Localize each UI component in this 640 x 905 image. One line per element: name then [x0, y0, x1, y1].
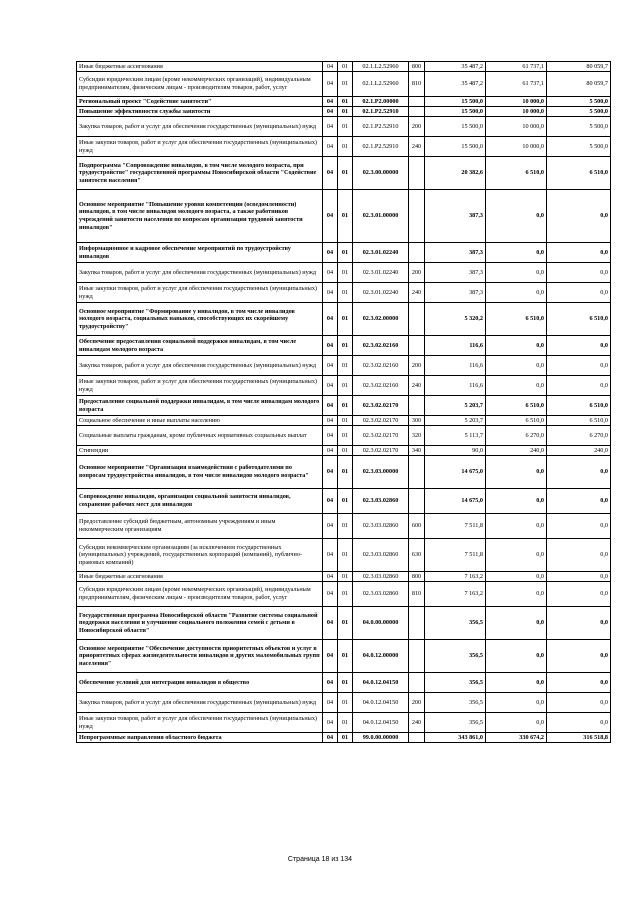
- row-expense-type-cell: 810: [409, 72, 425, 97]
- row-amount-year3-cell: 0,0: [547, 693, 611, 713]
- row-amount-year3-cell: 316 518,8: [547, 733, 611, 743]
- row-amount-year1-cell: 5 203,7: [425, 396, 486, 416]
- row-section-cell: 01: [338, 157, 353, 190]
- row-name-cell: Региональный проект "Содействие занятости": [77, 97, 323, 107]
- row-name-cell: Субсидии юридическим лицам (кроме некоммерческих организаций), индивидуальным предпринимателям, физическим лицам - производителям товаров, работ, услуг: [77, 72, 323, 97]
- row-amount-year1-cell: 5 113,7: [425, 426, 486, 446]
- row-name-cell: Субсидии юридическим лицам (кроме некоммерческих организаций), индивидуальным предпринимателям, физическим лицам - производителям товаров, работ, услуг: [77, 582, 323, 607]
- table-row: [77, 489, 611, 514]
- row-target-article-cell: 02.3.02.02170: [353, 396, 409, 416]
- row-ved-cell: 04: [323, 446, 338, 456]
- row-section-cell: 01: [338, 572, 353, 582]
- row-amount-year3-cell: 0,0: [547, 539, 611, 572]
- row-section-cell: 01: [338, 416, 353, 426]
- row-amount-year2-cell: 0,0: [486, 356, 547, 376]
- row-amount-year1-cell: 116,6: [425, 356, 486, 376]
- row-amount-year2-cell: 0,0: [486, 640, 547, 673]
- row-ved-cell: 04: [323, 190, 338, 243]
- row-expense-type-cell: 200: [409, 356, 425, 376]
- row-amount-year2-cell: 0,0: [486, 243, 547, 263]
- table-row: [77, 137, 611, 157]
- row-amount-year2-cell: 0,0: [486, 582, 547, 607]
- row-target-article-cell: 02.3.03.02860: [353, 489, 409, 514]
- row-amount-year1-cell: 20 382,6: [425, 157, 486, 190]
- row-target-article-cell: 02.3.03.00000: [353, 456, 409, 489]
- row-amount-year3-cell: 0,0: [547, 243, 611, 263]
- row-amount-year2-cell: 6 510,0: [486, 416, 547, 426]
- row-amount-year3-cell: 0,0: [547, 336, 611, 356]
- row-name-cell: Закупка товаров, работ и услуг для обеспечения государственных (муниципальных) нужд: [77, 356, 323, 376]
- row-target-article-cell: 02.3.03.02860: [353, 582, 409, 607]
- row-section-cell: 01: [338, 582, 353, 607]
- row-amount-year3-cell: 0,0: [547, 514, 611, 539]
- row-expense-type-cell: [409, 396, 425, 416]
- row-expense-type-cell: [409, 97, 425, 107]
- row-target-article-cell: 04.0.12.04150: [353, 713, 409, 733]
- row-amount-year1-cell: 14 675,0: [425, 456, 486, 489]
- row-amount-year1-cell: 343 861,0: [425, 733, 486, 743]
- row-amount-year1-cell: 5 320,2: [425, 303, 486, 336]
- row-amount-year1-cell: 7 163,2: [425, 572, 486, 582]
- row-section-cell: 01: [338, 303, 353, 336]
- row-target-article-cell: 02.3.01.02240: [353, 283, 409, 303]
- row-expense-type-cell: [409, 640, 425, 673]
- row-amount-year3-cell: 5 500,0: [547, 117, 611, 137]
- row-target-article-cell: 02.1.P2.52910: [353, 137, 409, 157]
- row-amount-year1-cell: 5 203,7: [425, 416, 486, 426]
- row-amount-year3-cell: 0,0: [547, 582, 611, 607]
- table-row: [77, 157, 611, 190]
- row-name-cell: Основное мероприятие "Повышение уровня компетенции (осведомленности) инвалидов, в том числе инвалидов молодого возраста, а также работников учреждений занятости населения по вопросам организации трудовой занятости инвалидов": [77, 190, 323, 243]
- row-section-cell: 01: [338, 263, 353, 283]
- row-expense-type-cell: [409, 733, 425, 743]
- row-section-cell: 01: [338, 336, 353, 356]
- row-ved-cell: 04: [323, 303, 338, 336]
- row-amount-year3-cell: 6 270,0: [547, 426, 611, 446]
- table-row: [77, 539, 611, 572]
- row-amount-year1-cell: 356,5: [425, 713, 486, 733]
- row-section-cell: 01: [338, 137, 353, 157]
- row-expense-type-cell: [409, 673, 425, 693]
- row-expense-type-cell: 240: [409, 376, 425, 396]
- row-ved-cell: 04: [323, 539, 338, 572]
- row-amount-year1-cell: 35 487,2: [425, 72, 486, 97]
- row-amount-year2-cell: 61 737,1: [486, 62, 547, 72]
- row-amount-year2-cell: 6 270,0: [486, 426, 547, 446]
- row-amount-year1-cell: 387,3: [425, 190, 486, 243]
- row-name-cell: Сопровождение инвалидов, организация социальной занятости инвалидов, сохранение рабочих мест для инвалидов: [77, 489, 323, 514]
- row-amount-year3-cell: 0,0: [547, 283, 611, 303]
- row-name-cell: Обеспечение предоставления социальной поддержки инвалидам, в том числе инвалидам молодого возраста: [77, 336, 323, 356]
- row-ved-cell: 04: [323, 713, 338, 733]
- table-row: [77, 582, 611, 607]
- row-amount-year3-cell: 80 059,7: [547, 62, 611, 72]
- row-amount-year3-cell: 6 510,0: [547, 396, 611, 416]
- row-amount-year3-cell: 6 510,0: [547, 303, 611, 336]
- row-expense-type-cell: [409, 336, 425, 356]
- row-amount-year3-cell: 0,0: [547, 190, 611, 243]
- table-row: [77, 514, 611, 539]
- budget-table-container: [76, 61, 610, 743]
- row-amount-year1-cell: 15 500,0: [425, 137, 486, 157]
- row-amount-year2-cell: 10 000,0: [486, 97, 547, 107]
- budget-table: [76, 61, 611, 743]
- row-target-article-cell: 02.1.P2.52910: [353, 107, 409, 117]
- row-amount-year3-cell: 0,0: [547, 673, 611, 693]
- table-row: [77, 733, 611, 743]
- table-row: [77, 693, 611, 713]
- table-row: [77, 97, 611, 107]
- row-amount-year3-cell: 6 510,0: [547, 416, 611, 426]
- row-amount-year1-cell: 387,3: [425, 243, 486, 263]
- row-target-article-cell: 99.0.00.00000: [353, 733, 409, 743]
- row-amount-year3-cell: 240,0: [547, 446, 611, 456]
- row-amount-year3-cell: 0,0: [547, 489, 611, 514]
- row-name-cell: Иные бюджетные ассигнования: [77, 62, 323, 72]
- row-section-cell: 01: [338, 190, 353, 243]
- row-target-article-cell: 02.3.02.02160: [353, 336, 409, 356]
- row-ved-cell: 04: [323, 396, 338, 416]
- row-name-cell: Основное мероприятие "Обеспечение доступности приоритетных объектов и услуг в приоритетных сферах жизнедеятельности инвалидов и других маломобильных групп населения": [77, 640, 323, 673]
- row-expense-type-cell: 200: [409, 117, 425, 137]
- row-expense-type-cell: 240: [409, 713, 425, 733]
- row-target-article-cell: 02.3.02.02170: [353, 416, 409, 426]
- table-row: [77, 446, 611, 456]
- row-ved-cell: 04: [323, 489, 338, 514]
- row-amount-year2-cell: 10 000,0: [486, 117, 547, 137]
- row-section-cell: 01: [338, 489, 353, 514]
- row-name-cell: Социальное обеспечение и иные выплаты населению: [77, 416, 323, 426]
- table-row: [77, 336, 611, 356]
- row-amount-year3-cell: 5 500,0: [547, 137, 611, 157]
- row-ved-cell: 04: [323, 62, 338, 72]
- row-section-cell: 01: [338, 396, 353, 416]
- table-row: [77, 107, 611, 117]
- row-section-cell: 01: [338, 283, 353, 303]
- row-name-cell: Информационное и кадровое обеспечение мероприятий по трудоустройству инвалидов: [77, 243, 323, 263]
- row-amount-year1-cell: 356,5: [425, 693, 486, 713]
- row-target-article-cell: 02.3.01.02240: [353, 243, 409, 263]
- row-amount-year3-cell: 5 500,0: [547, 107, 611, 117]
- table-row: [77, 376, 611, 396]
- row-expense-type-cell: 240: [409, 137, 425, 157]
- row-name-cell: Непрограммные направления областного бюджета: [77, 733, 323, 743]
- row-amount-year2-cell: 10 000,0: [486, 137, 547, 157]
- row-expense-type-cell: 800: [409, 572, 425, 582]
- row-name-cell: Закупка товаров, работ и услуг для обеспечения государственных (муниципальных) нужд: [77, 693, 323, 713]
- row-ved-cell: 04: [323, 263, 338, 283]
- row-amount-year2-cell: 0,0: [486, 572, 547, 582]
- row-ved-cell: 04: [323, 117, 338, 137]
- row-expense-type-cell: 200: [409, 263, 425, 283]
- row-target-article-cell: 04.0.12.04150: [353, 693, 409, 713]
- row-ved-cell: 04: [323, 336, 338, 356]
- row-amount-year2-cell: 6 510,0: [486, 303, 547, 336]
- row-ved-cell: 04: [323, 72, 338, 97]
- table-row: [77, 263, 611, 283]
- row-section-cell: 01: [338, 607, 353, 640]
- table-row: [77, 303, 611, 336]
- row-name-cell: Иные закупки товаров, работ и услуг для обеспечения государственных (муниципальных) нужд: [77, 376, 323, 396]
- row-target-article-cell: 02.3.01.02240: [353, 263, 409, 283]
- row-name-cell: Субсидии некоммерческим организациям (за исключением государственных (муниципальных) учреждений, государственных корпораций (компаний), публично-правовых компаний): [77, 539, 323, 572]
- row-section-cell: 01: [338, 72, 353, 97]
- row-expense-type-cell: 320: [409, 426, 425, 446]
- row-ved-cell: 04: [323, 137, 338, 157]
- row-name-cell: Иные закупки товаров, работ и услуг для обеспечения государственных (муниципальных) нужд: [77, 283, 323, 303]
- row-target-article-cell: 02.3.02.02170: [353, 446, 409, 456]
- row-ved-cell: 04: [323, 582, 338, 607]
- row-section-cell: 01: [338, 673, 353, 693]
- table-row: [77, 356, 611, 376]
- row-amount-year1-cell: 116,6: [425, 336, 486, 356]
- row-section-cell: 01: [338, 640, 353, 673]
- row-expense-type-cell: [409, 157, 425, 190]
- row-name-cell: Обеспечение условий для интеграции инвалидов в общество: [77, 673, 323, 693]
- row-amount-year1-cell: 387,3: [425, 283, 486, 303]
- row-amount-year2-cell: 0,0: [486, 514, 547, 539]
- row-amount-year1-cell: 14 675,0: [425, 489, 486, 514]
- row-name-cell: Государственная программа Новосибирской области "Развитие системы социальной поддержки населения и улучшение социального положения семей с детьми в Новосибирской области": [77, 607, 323, 640]
- row-ved-cell: 04: [323, 107, 338, 117]
- row-amount-year1-cell: 15 500,0: [425, 97, 486, 107]
- row-section-cell: 01: [338, 539, 353, 572]
- row-expense-type-cell: 800: [409, 62, 425, 72]
- row-amount-year2-cell: 0,0: [486, 190, 547, 243]
- row-amount-year3-cell: 0,0: [547, 640, 611, 673]
- table-row: [77, 243, 611, 263]
- row-section-cell: 01: [338, 456, 353, 489]
- row-name-cell: Иные закупки товаров, работ и услуг для обеспечения государственных (муниципальных) нужд: [77, 137, 323, 157]
- row-expense-type-cell: 240: [409, 283, 425, 303]
- row-amount-year2-cell: 6 510,0: [486, 396, 547, 416]
- row-amount-year1-cell: 15 500,0: [425, 117, 486, 137]
- row-amount-year2-cell: 0,0: [486, 456, 547, 489]
- row-amount-year1-cell: 7 163,2: [425, 582, 486, 607]
- row-target-article-cell: 02.3.01.00000: [353, 190, 409, 243]
- row-amount-year2-cell: 330 674,2: [486, 733, 547, 743]
- row-ved-cell: 04: [323, 673, 338, 693]
- row-target-article-cell: 04.0.00.00000: [353, 607, 409, 640]
- row-ved-cell: 04: [323, 243, 338, 263]
- row-amount-year3-cell: 80 059,7: [547, 72, 611, 97]
- row-name-cell: Предоставление социальной поддержки инвалидам, в том числе инвалидам молодого возраста: [77, 396, 323, 416]
- row-expense-type-cell: [409, 607, 425, 640]
- row-name-cell: Основное мероприятие "Формирование у инвалидов, в том числе инвалидов молодого возраста, социальных навыков, способствующих их скорейшему трудоустройству": [77, 303, 323, 336]
- row-ved-cell: 04: [323, 733, 338, 743]
- row-amount-year2-cell: 0,0: [486, 336, 547, 356]
- row-amount-year2-cell: 0,0: [486, 673, 547, 693]
- row-amount-year3-cell: 0,0: [547, 376, 611, 396]
- row-target-article-cell: 02.1.P2.52910: [353, 117, 409, 137]
- row-ved-cell: 04: [323, 416, 338, 426]
- row-amount-year1-cell: 35 487,2: [425, 62, 486, 72]
- row-section-cell: 01: [338, 514, 353, 539]
- row-expense-type-cell: [409, 107, 425, 117]
- row-name-cell: Предоставление субсидий бюджетным, автономным учреждениям и иным некоммерческим организациям: [77, 514, 323, 539]
- row-section-cell: 01: [338, 733, 353, 743]
- row-amount-year1-cell: 7 511,8: [425, 514, 486, 539]
- row-amount-year3-cell: 6 510,0: [547, 157, 611, 190]
- row-section-cell: 01: [338, 243, 353, 263]
- row-amount-year1-cell: 90,0: [425, 446, 486, 456]
- row-name-cell: Иные бюджетные ассигнования: [77, 572, 323, 582]
- row-name-cell: Закупка товаров, работ и услуг для обеспечения государственных (муниципальных) нужд: [77, 263, 323, 283]
- row-amount-year2-cell: 0,0: [486, 539, 547, 572]
- row-amount-year3-cell: 0,0: [547, 456, 611, 489]
- table-row: [77, 713, 611, 733]
- row-target-article-cell: 04.0.12.04150: [353, 673, 409, 693]
- table-row: [77, 572, 611, 582]
- row-amount-year2-cell: 0,0: [486, 607, 547, 640]
- row-expense-type-cell: [409, 489, 425, 514]
- row-amount-year2-cell: 0,0: [486, 693, 547, 713]
- row-amount-year3-cell: 0,0: [547, 713, 611, 733]
- row-section-cell: 01: [338, 107, 353, 117]
- row-name-cell: Иные закупки товаров, работ и услуг для обеспечения государственных (муниципальных) нужд: [77, 713, 323, 733]
- row-target-article-cell: 02.3.00.00000: [353, 157, 409, 190]
- row-amount-year3-cell: 0,0: [547, 356, 611, 376]
- table-row: [77, 426, 611, 446]
- row-amount-year3-cell: 0,0: [547, 607, 611, 640]
- table-row: [77, 673, 611, 693]
- row-amount-year2-cell: 0,0: [486, 376, 547, 396]
- table-row: [77, 640, 611, 673]
- row-target-article-cell: 02.3.02.02160: [353, 376, 409, 396]
- row-ved-cell: 04: [323, 356, 338, 376]
- row-section-cell: 01: [338, 97, 353, 107]
- row-target-article-cell: 02.3.03.02860: [353, 572, 409, 582]
- row-ved-cell: 04: [323, 514, 338, 539]
- row-amount-year3-cell: 0,0: [547, 572, 611, 582]
- row-name-cell: Подпрограмма "Сопровождение инвалидов, в том числе молодого возраста, при трудоустройстве" государственной программы Новосибирской области "Содействие занятости населения": [77, 157, 323, 190]
- table-row: [77, 117, 611, 137]
- table-row: [77, 62, 611, 72]
- row-expense-type-cell: 810: [409, 582, 425, 607]
- row-amount-year1-cell: 387,3: [425, 263, 486, 283]
- row-amount-year2-cell: 0,0: [486, 283, 547, 303]
- table-row: [77, 456, 611, 489]
- row-amount-year1-cell: 356,5: [425, 607, 486, 640]
- row-ved-cell: 04: [323, 693, 338, 713]
- row-name-cell: Основное мероприятие "Организация взаимодействия с работодателями по вопросам трудоустройства инвалидов, в том числе инвалидов молодого возраста": [77, 456, 323, 489]
- row-amount-year2-cell: 6 510,0: [486, 157, 547, 190]
- row-amount-year2-cell: 0,0: [486, 489, 547, 514]
- row-ved-cell: 04: [323, 283, 338, 303]
- table-row: [77, 396, 611, 416]
- row-ved-cell: 04: [323, 97, 338, 107]
- row-target-article-cell: 02.1.L2.52960: [353, 72, 409, 97]
- row-target-article-cell: 02.1.P2.00000: [353, 97, 409, 107]
- row-section-cell: 01: [338, 446, 353, 456]
- row-amount-year3-cell: 0,0: [547, 263, 611, 283]
- table-row: [77, 607, 611, 640]
- row-target-article-cell: 02.3.02.02160: [353, 356, 409, 376]
- row-ved-cell: 04: [323, 572, 338, 582]
- row-expense-type-cell: 340: [409, 446, 425, 456]
- row-target-article-cell: 02.3.02.00000: [353, 303, 409, 336]
- row-ved-cell: 04: [323, 157, 338, 190]
- row-name-cell: Стипендии: [77, 446, 323, 456]
- row-target-article-cell: 02.3.03.02860: [353, 514, 409, 539]
- row-ved-cell: 04: [323, 376, 338, 396]
- page-number: Страница 18 из 134: [287, 856, 353, 863]
- row-section-cell: 01: [338, 693, 353, 713]
- row-section-cell: 01: [338, 117, 353, 137]
- row-section-cell: 01: [338, 376, 353, 396]
- row-expense-type-cell: 630: [409, 539, 425, 572]
- row-amount-year2-cell: 240,0: [486, 446, 547, 456]
- row-target-article-cell: 02.1.L2.52960: [353, 62, 409, 72]
- row-target-article-cell: 02.3.03.02860: [353, 539, 409, 572]
- row-amount-year1-cell: 116,6: [425, 376, 486, 396]
- budget-table-body: [77, 62, 611, 743]
- row-name-cell: Закупка товаров, работ и услуг для обеспечения государственных (муниципальных) нужд: [77, 117, 323, 137]
- row-section-cell: 01: [338, 62, 353, 72]
- row-amount-year2-cell: 10 000,0: [486, 107, 547, 117]
- table-row: [77, 72, 611, 97]
- row-ved-cell: 04: [323, 607, 338, 640]
- row-ved-cell: 04: [323, 640, 338, 673]
- row-amount-year1-cell: 15 500,0: [425, 107, 486, 117]
- table-row: [77, 416, 611, 426]
- table-row: [77, 190, 611, 243]
- table-row: [77, 283, 611, 303]
- row-amount-year1-cell: 356,5: [425, 673, 486, 693]
- row-expense-type-cell: 600: [409, 514, 425, 539]
- row-section-cell: 01: [338, 713, 353, 733]
- row-ved-cell: 04: [323, 426, 338, 446]
- row-amount-year2-cell: 0,0: [486, 713, 547, 733]
- row-target-article-cell: 04.0.12.00000: [353, 640, 409, 673]
- row-expense-type-cell: [409, 243, 425, 263]
- row-expense-type-cell: 300: [409, 416, 425, 426]
- row-expense-type-cell: 200: [409, 693, 425, 713]
- row-target-article-cell: 02.3.02.02170: [353, 426, 409, 446]
- row-expense-type-cell: [409, 190, 425, 243]
- row-ved-cell: 04: [323, 456, 338, 489]
- row-section-cell: 01: [338, 356, 353, 376]
- row-expense-type-cell: [409, 456, 425, 489]
- row-expense-type-cell: [409, 303, 425, 336]
- row-amount-year1-cell: 7 511,8: [425, 539, 486, 572]
- row-amount-year1-cell: 356,5: [425, 640, 486, 673]
- row-name-cell: Социальные выплаты гражданам, кроме публичных нормативных социальных выплат: [77, 426, 323, 446]
- row-section-cell: 01: [338, 426, 353, 446]
- row-amount-year3-cell: 5 500,0: [547, 97, 611, 107]
- row-name-cell: Повышение эффективности службы занятости: [77, 107, 323, 117]
- row-amount-year2-cell: 0,0: [486, 263, 547, 283]
- row-amount-year2-cell: 61 737,1: [486, 72, 547, 97]
